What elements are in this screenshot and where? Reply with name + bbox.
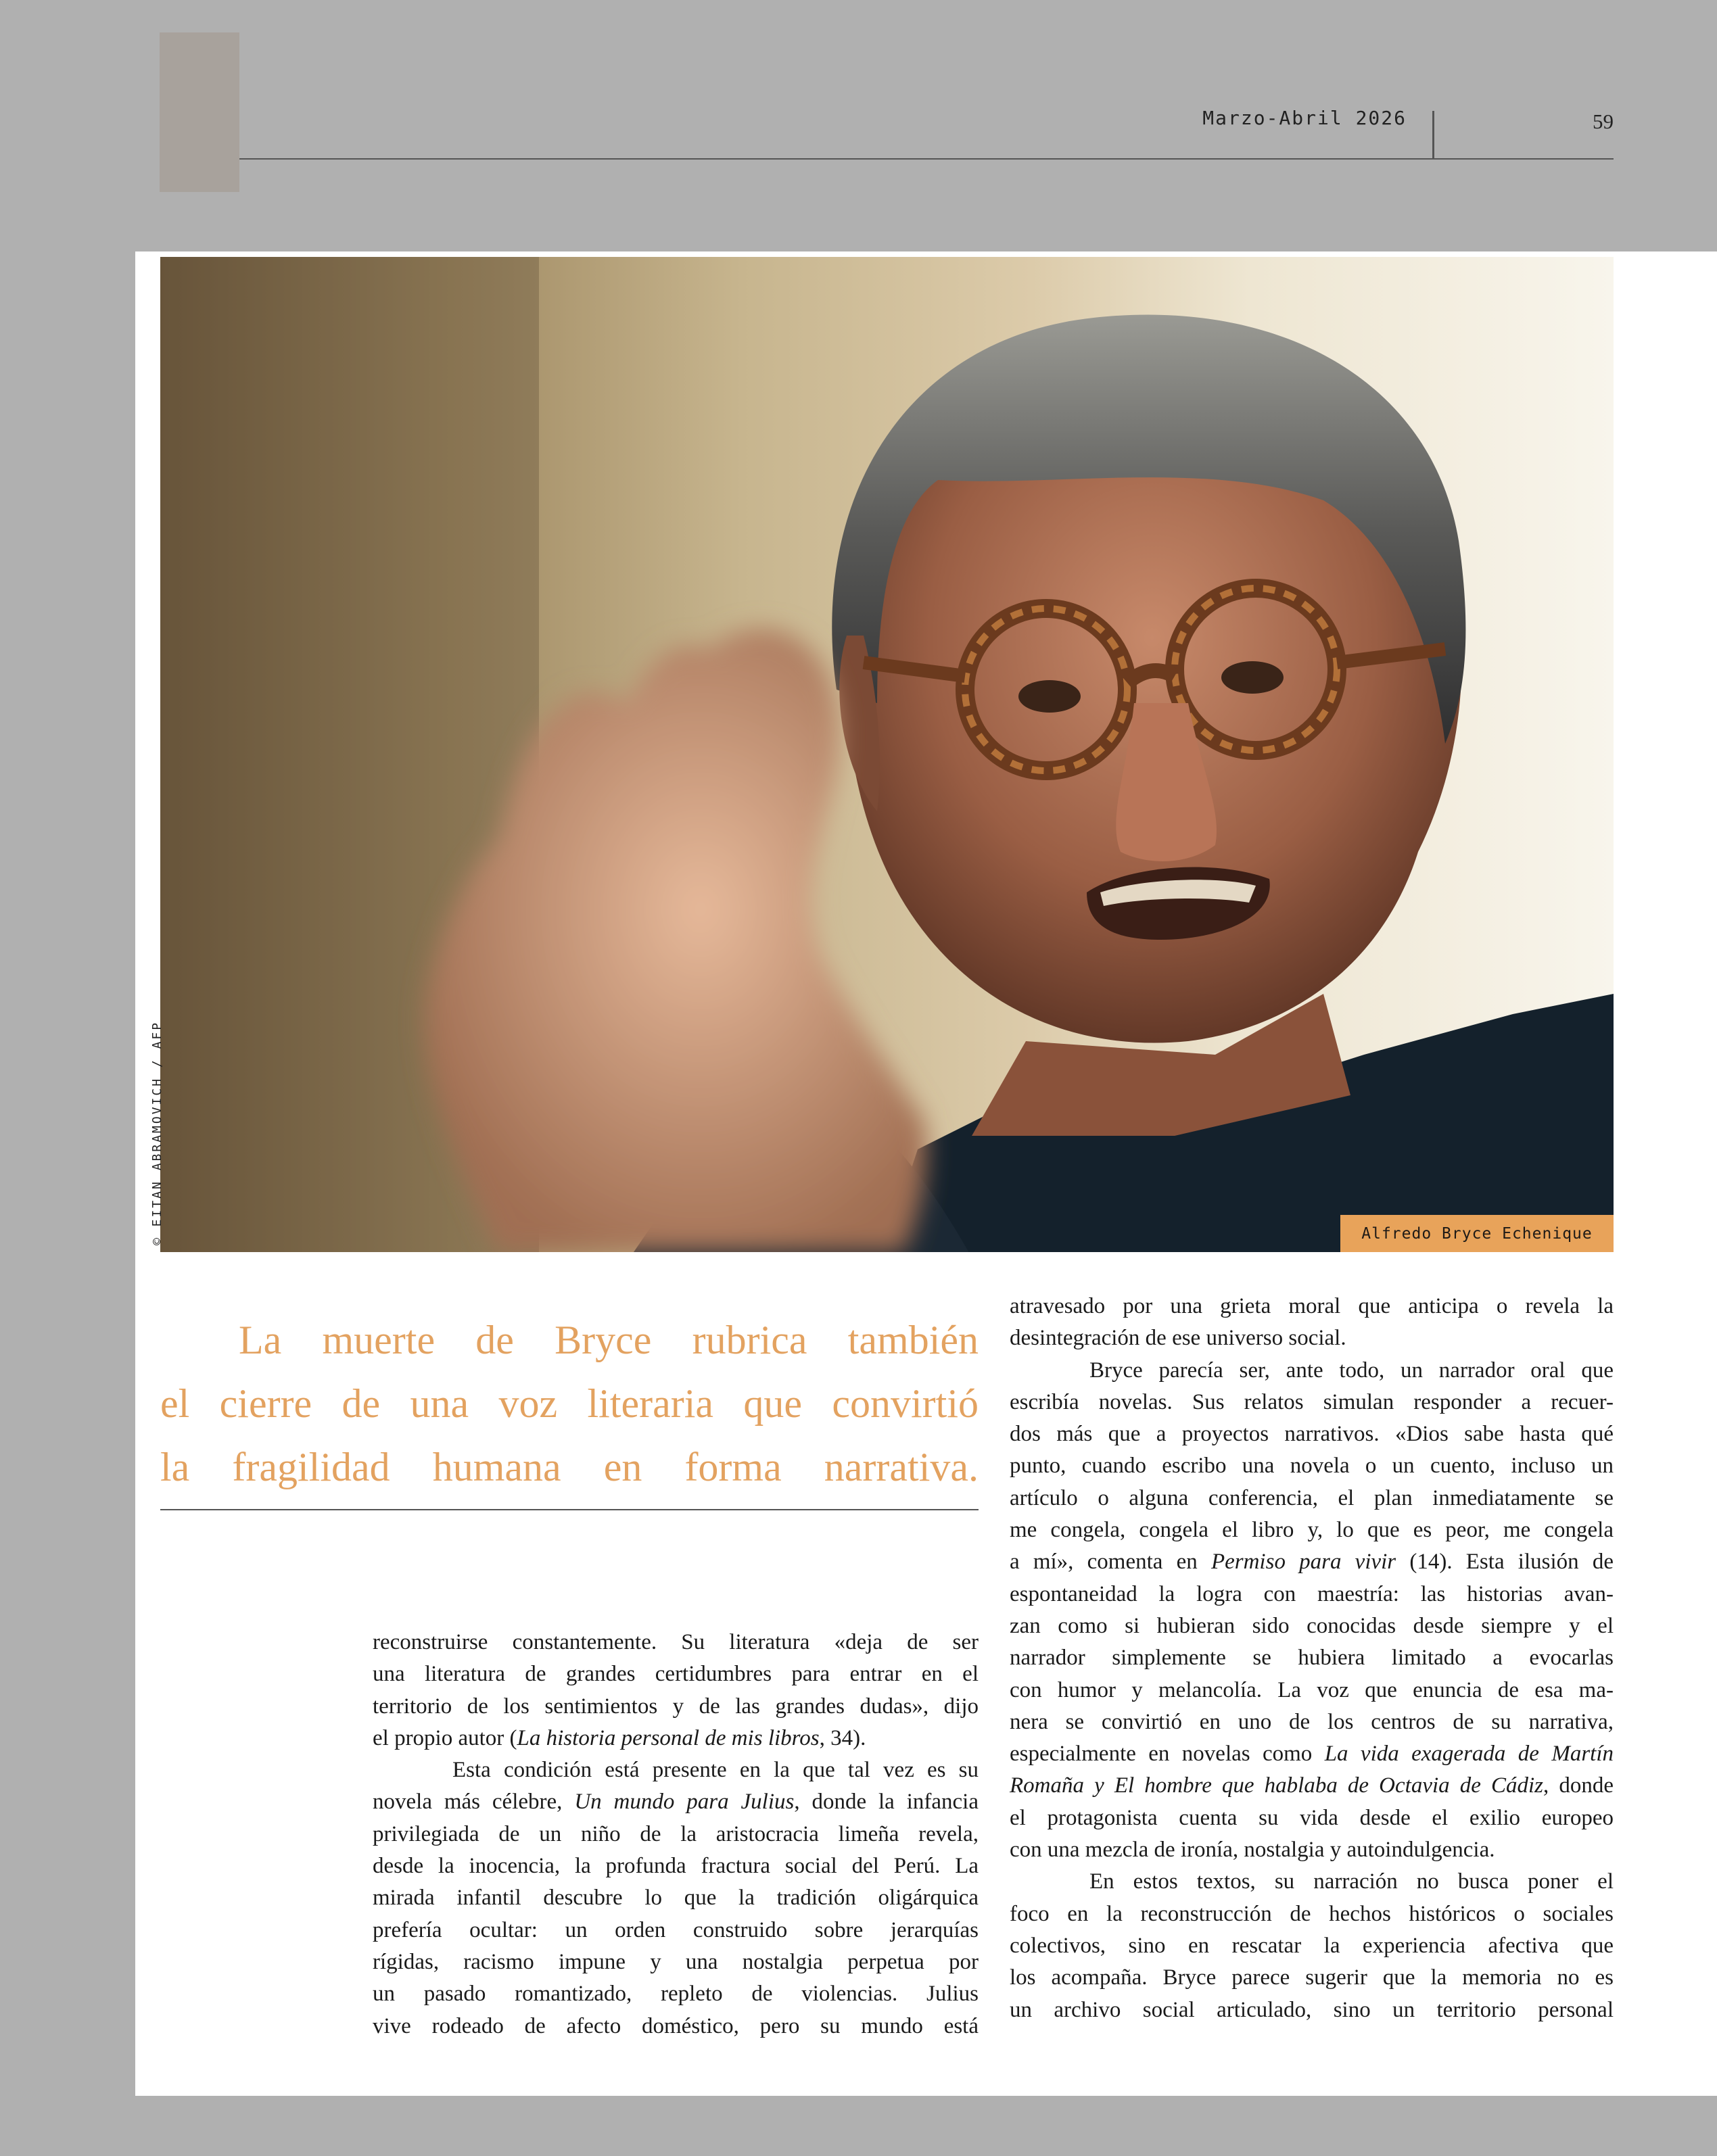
text-line: territorio de los sentimientos y de las grandes dudas», dijo — [373, 1694, 979, 1719]
text-line: desde la inocencia, la profunda fractura social del Perú. La — [373, 1854, 979, 1879]
pull-quote — [160, 1308, 979, 1499]
text-line: rígidas, racismo impune y una nostalgia perpetua por — [373, 1949, 979, 1974]
header-separator — [1432, 111, 1434, 160]
article-column-left — [373, 1627, 979, 2042]
text-line: punto, cuando escribo una novela o un cuento, incluso un — [1010, 1454, 1614, 1479]
header-color-tab — [160, 32, 239, 192]
text-line: reconstruirse constantemente. Su literatura «deja de ser — [373, 1630, 979, 1654]
text-line: a mí», comenta en Permiso para vivir (14). Esta ilusión de — [1010, 1550, 1614, 1575]
text-line: narrador simplemente se hubiera limitado a evocarlas — [1010, 1646, 1614, 1671]
pull-quote-line: La muerte de Bryce rubrica también — [239, 1318, 979, 1362]
text-line: artículo o alguna conferencia, el plan inmediatamente se — [1010, 1485, 1614, 1510]
text-line: novela más célebre, Un mundo para Julius, donde la infancia — [373, 1790, 979, 1815]
magazine-page — [135, 251, 1717, 2096]
text-line: un archivo social articulado, sino un territorio personal — [1010, 1997, 1614, 2022]
portrait-photo — [160, 257, 1614, 1252]
book-title: Romaña y El hombre que hablaba de Octavia de Cádiz — [1010, 1773, 1543, 1798]
text-line: Bryce parecía ser, ante todo, un narrador oral que — [1089, 1358, 1614, 1383]
text-line: el protagonista cuenta su vida desde el exilio europeo — [1010, 1805, 1614, 1830]
text-line: el propio autor (La historia personal de mis libros, 34). — [373, 1725, 866, 1750]
photo-caption: Alfredo Bryce Echenique — [1340, 1215, 1614, 1252]
portrait-illustration — [160, 257, 1614, 1252]
text-line: foco en la reconstrucción de hechos históricos o sociales — [1010, 1901, 1614, 1926]
page-number: 59 — [1593, 110, 1614, 133]
text-line: mirada infantil descubre lo que la tradición oligárquica — [373, 1886, 979, 1911]
text-line: atravesado por una grieta moral que anticipa o revela la — [1010, 1294, 1614, 1318]
book-title: Permiso para vivir — [1210, 1550, 1396, 1575]
text-line: Esta condición está presente en la que tal vez es su — [452, 1758, 979, 1783]
article-column-right — [1010, 1291, 1614, 2026]
text-line: con una mezcla de ironía, nostalgia y autoindulgencia. — [1010, 1838, 1495, 1863]
header-rule — [239, 158, 1614, 160]
text-line: En estos textos, su narración no busca poner el — [1089, 1869, 1614, 1894]
text-line: zan como si hubieran sido conocidas desde siempre y el — [1010, 1613, 1614, 1638]
text-line: vive rodeado de afecto doméstico, pero su mundo está — [373, 2013, 979, 2038]
text-line: desintegración de ese universo social. — [1010, 1326, 1346, 1351]
text-line: los acompaña. Bryce parece sugerir que la memoria no es — [1010, 1965, 1614, 1990]
text-line: privilegiada de un niño de la aristocracia limeña revela, — [373, 1821, 979, 1846]
text-line: me congela, congela el libro y, lo que es peor, me congela — [1010, 1518, 1614, 1543]
text-line: nera se convirtió en uno de los centros de su narrativa, — [1010, 1709, 1614, 1734]
photo-credit: © EITAN ABRAMOVICH / AFP — [150, 1020, 164, 1245]
text-line: prefería ocultar: un orden construido sobre jerarquías — [373, 1917, 979, 1942]
text-line: espontaneidad la logra con maestría: las historias avan- — [1010, 1581, 1614, 1606]
text-line: dos más que a proyectos narrativos. «Dios sabe hasta qué — [1010, 1422, 1614, 1447]
issue-date: Marzo-Abril 2026 — [1202, 107, 1407, 129]
pull-quote-line: el cierre de una voz literaria que convirtió — [160, 1381, 979, 1426]
book-title: La historia personal de mis libros — [517, 1725, 820, 1750]
text-line: una literatura de grandes certidumbres para entrar en el — [373, 1662, 979, 1687]
book-title: La vida exagerada de Martín — [1324, 1742, 1614, 1767]
text-line: colectivos, sino en rescatar la experiencia afectiva que — [1010, 1933, 1614, 1958]
text-line: Romaña y El hombre que hablaba de Octavia de Cádiz, donde — [1010, 1773, 1614, 1798]
text-line: especialmente en novelas como La vida exagerada de Martín — [1010, 1742, 1614, 1767]
book-title: Un mundo para Julius — [574, 1790, 795, 1815]
pull-quote-line: la fragilidad humana en forma narrativa. — [160, 1445, 979, 1489]
text-line: un pasado romantizado, repleto de violencias. Julius — [373, 1982, 979, 2007]
text-line: escribía novelas. Sus relatos simulan responder a recuer- — [1010, 1389, 1614, 1414]
pull-quote-rule — [160, 1509, 979, 1510]
text-line: con humor y melancolía. La voz que enuncia de esa ma- — [1010, 1677, 1614, 1702]
